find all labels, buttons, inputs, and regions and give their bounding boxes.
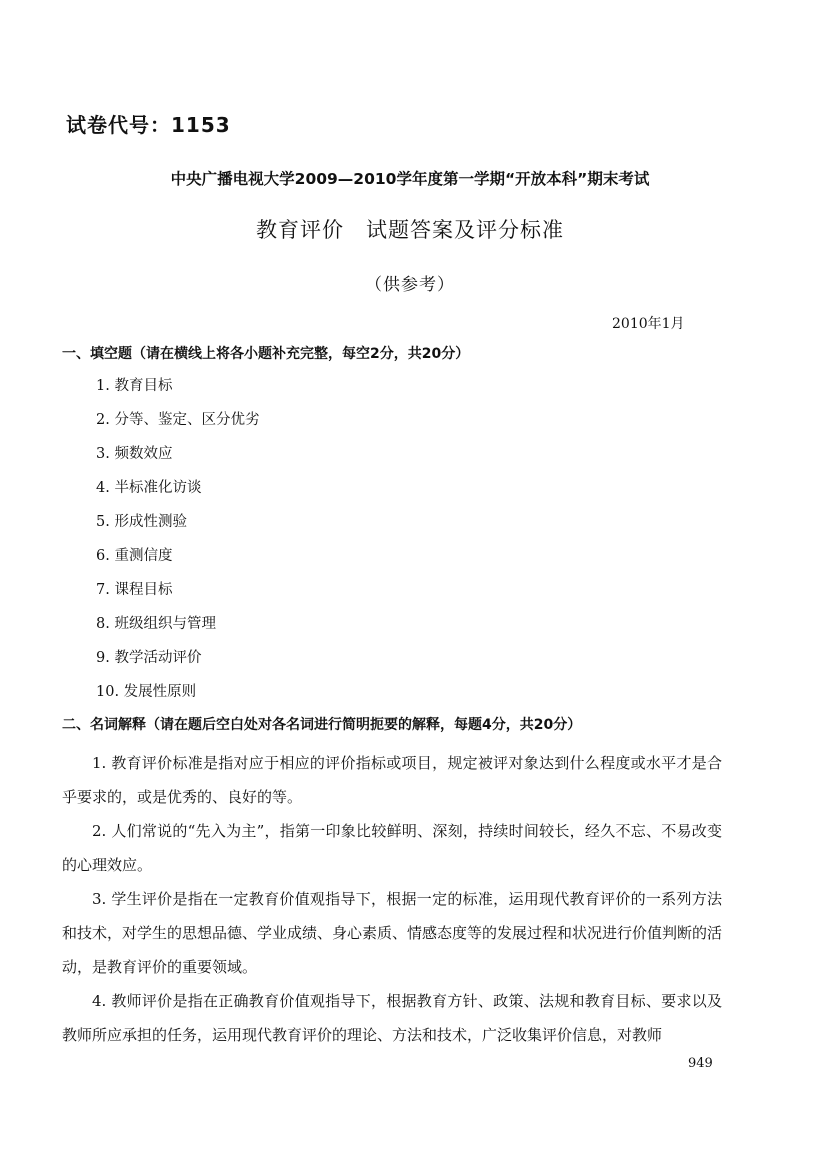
answer-item: 5. 形成性测验 [96,514,187,530]
definition-paragraph: 4. 教师评价是指在正确教育价值观指导下，根据教育方针、政策、法规和教育目标、要求以及教师所应承担的任务，运用现代教育评价的理论、方法和技术，广泛收集评价信息，对教师 [62,992,722,1044]
section-heading-fill-in: 一、填空题（请在横线上将各小题补充完整，每空2分，共20分） [62,346,470,362]
paper-code: 试卷代号：1153 [66,113,231,137]
definition-paragraph: 1. 教育评价标准是指对应于相应的评价指标或项目，规定被评对象达到什么程度或水平才是合乎要求的，或是优秀的、良好的等。 [62,754,722,806]
answer-item: 4. 半标准化访谈 [96,480,202,496]
exam-header: 中央广播电视大学2009—2010学年度第一学期“开放本科”期末考试 [170,170,650,188]
document-title: 教育评价 试题答案及评分标准 [256,218,564,242]
section-heading-definitions: 二、名词解释（请在题后空白处对各名词进行简明扼要的解释，每题4分，共20分） [62,717,582,733]
definition-paragraph: 2. 人们常说的“先入为主”，指第一印象比较鲜明、深刻，持续时间较长，经久不忘、不易改变的心理效应。 [62,822,722,874]
answer-item: 3. 频数效应 [96,446,173,462]
answer-item: 8. 班级组织与管理 [96,616,216,632]
answer-item: 2. 分等、鉴定、区分优劣 [96,412,260,428]
document-subtitle: （供参考） [365,275,455,295]
answer-item: 1. 教育目标 [96,378,173,394]
answer-item: 6. 重测信度 [96,548,173,564]
definition-paragraph: 3. 学生评价是指在一定教育价值观指导下，根据一定的标准，运用现代教育评价的一系列方法和技术，对学生的思想品德、学业成绩、身心素质、情感态度等的发展过程和状况进行价值判断的活动，是教育评价的重要领域。 [62,890,723,976]
answer-item: 9. 教学活动评价 [96,650,202,666]
answer-item: 7. 课程目标 [96,582,173,598]
document-date: 2010年1月 [612,316,685,332]
answer-item: 10. 发展性原则 [96,684,197,700]
page-number: 949 [688,1056,713,1071]
